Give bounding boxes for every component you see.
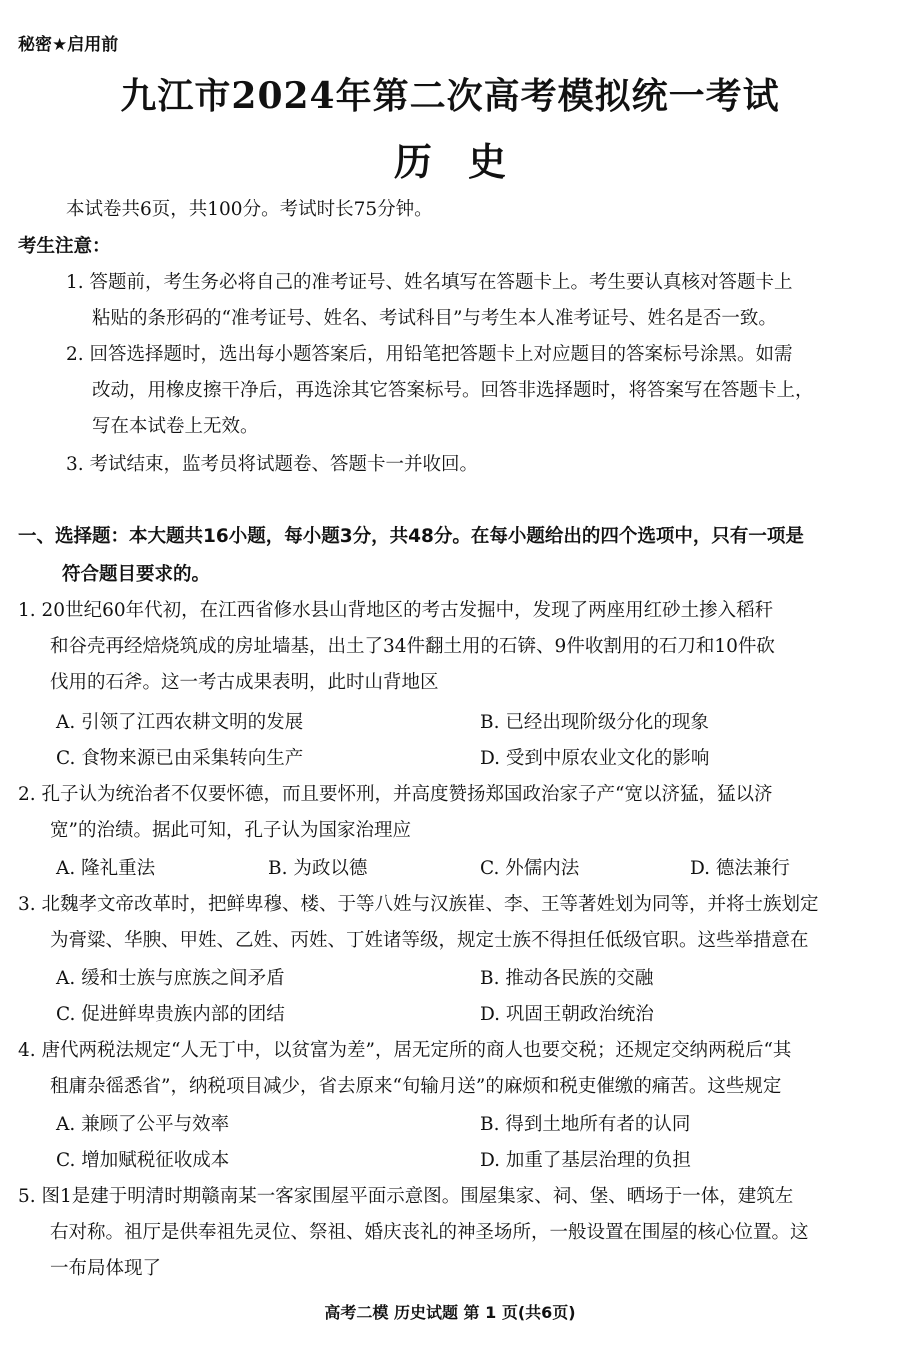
exam-intro: 本试卷共6页，共100分。考试时长75分钟。 — [66, 199, 433, 220]
question-3-option-b: B. 推动各民族的交融 — [480, 968, 654, 989]
question-4-stem: 4. 唐代两税法规定“人无丁中，以贫富为差”，居无定所的商人也要交税；还规定交纳两税后“其 — [18, 1040, 792, 1061]
question-4-option-c: C. 增加赋税征收成本 — [56, 1150, 230, 1171]
page-footer: 高考二模 历史试题 第 1 页(共6页) — [324, 1303, 576, 1322]
question-3-option-d: D. 巩固王朝政治统治 — [480, 1004, 654, 1025]
question-2-stem: 宽”的治绩。据此可知，孔子认为国家治理应 — [50, 820, 411, 841]
question-5-stem: 一布局体现了 — [50, 1258, 162, 1279]
question-1-option-c: C. 食物来源已由采集转向生产 — [56, 748, 304, 769]
section-heading: 一、选择题：本大题共16小题，每小题3分，共48分。在每小题给出的四个选项中，只有一项是 — [18, 526, 804, 547]
question-4-option-b: B. 得到土地所有者的认同 — [480, 1114, 691, 1135]
notice-line: 写在本试卷上无效。 — [92, 416, 259, 437]
question-1-option-d: D. 受到中原农业文化的影响 — [480, 748, 710, 769]
question-1-stem: 1. 20世纪60年代初，在江西省修水县山背地区的考古发掘中，发现了两座用红砂土掺入稻秆 — [18, 600, 774, 621]
notice-line: 1. 答题前，考生务必将自己的准考证号、姓名填写在答题卡上。考生要认真核对答题卡上 — [66, 272, 793, 293]
question-4-option-d: D. 加重了基层治理的负担 — [480, 1150, 691, 1171]
question-1-option-b: B. 已经出现阶级分化的现象 — [480, 712, 709, 733]
notice-line: 粘贴的条形码的“准考证号、姓名、考试科目”与考生本人准考证号、姓名是否一致。 — [92, 308, 777, 329]
notice-line: 改动，用橡皮擦干净后，再选涂其它答案标号。回答非选择题时，将答案写在答题卡上， — [92, 380, 814, 401]
question-1-option-a: A. 引领了江西农耕文明的发展 — [56, 712, 304, 733]
question-4-option-a: A. 兼顾了公平与效率 — [56, 1114, 230, 1135]
confidential-mark: 秘密★启用前 — [18, 35, 119, 55]
question-2-option-d: D. 德法兼行 — [690, 858, 790, 879]
question-3-option-c: C. 促进鲜卑贵族内部的团结 — [56, 1004, 285, 1025]
notice-heading: 考生注意： — [18, 236, 111, 257]
question-2-stem: 2. 孔子认为统治者不仅要怀德，而且要怀刑，并高度赞扬郑国政治家子产“宽以济猛，猛以济 — [18, 784, 773, 805]
question-3-option-a: A. 缓和士族与庶族之间矛盾 — [56, 968, 285, 989]
question-1-stem: 和谷壳再经焙烧筑成的房址墙基，出土了34件翻土用的石锛、9件收割用的石刀和10件砍 — [50, 636, 775, 657]
notice-line: 3. 考试结束，监考员将试题卷、答题卡一并收回。 — [66, 454, 479, 475]
section-heading-cont: 符合题目要求的。 — [62, 564, 211, 585]
question-2-option-c: C. 外儒内法 — [480, 858, 580, 879]
question-3-stem: 3. 北魏孝文帝改革时，把鲜卑穆、楼、于等八姓与汉族崔、李、王等著姓划为同等，并将士族划定 — [18, 894, 819, 915]
subject-title: 历史 — [393, 139, 542, 184]
question-2-option-b: B. 为政以德 — [268, 858, 368, 879]
question-5-stem: 5. 图1是建于明清时期赣南某一客家围屋平面示意图。围屋集家、祠、堡、晒场于一体，建筑左 — [18, 1186, 794, 1207]
question-4-stem: 租庸杂徭悉省”，纳税项目减少，省去原来“旬输月送”的麻烦和税吏催缴的痛苦。这些规定 — [50, 1076, 782, 1097]
question-1-stem: 伐用的石斧。这一考古成果表明，此时山背地区 — [50, 672, 439, 693]
question-2-option-a: A. 隆礼重法 — [56, 858, 156, 879]
question-3-stem: 为膏粱、华腴、甲姓、乙姓、丙姓、丁姓诸等级，规定士族不得担任低级官职。这些举措意在 — [50, 930, 809, 951]
question-5-stem: 右对称。祖厅是供奉祖先灵位、祭祖、婚庆丧礼的神圣场所，一般设置在围屋的核心位置。这 — [50, 1222, 809, 1243]
notice-line: 2. 回答选择题时，选出每小题答案后，用铅笔把答题卡上对应题目的答案标号涂黑。如需 — [66, 344, 793, 365]
exam-title: 九江市2024年第二次高考模拟统一考试 — [120, 75, 780, 117]
